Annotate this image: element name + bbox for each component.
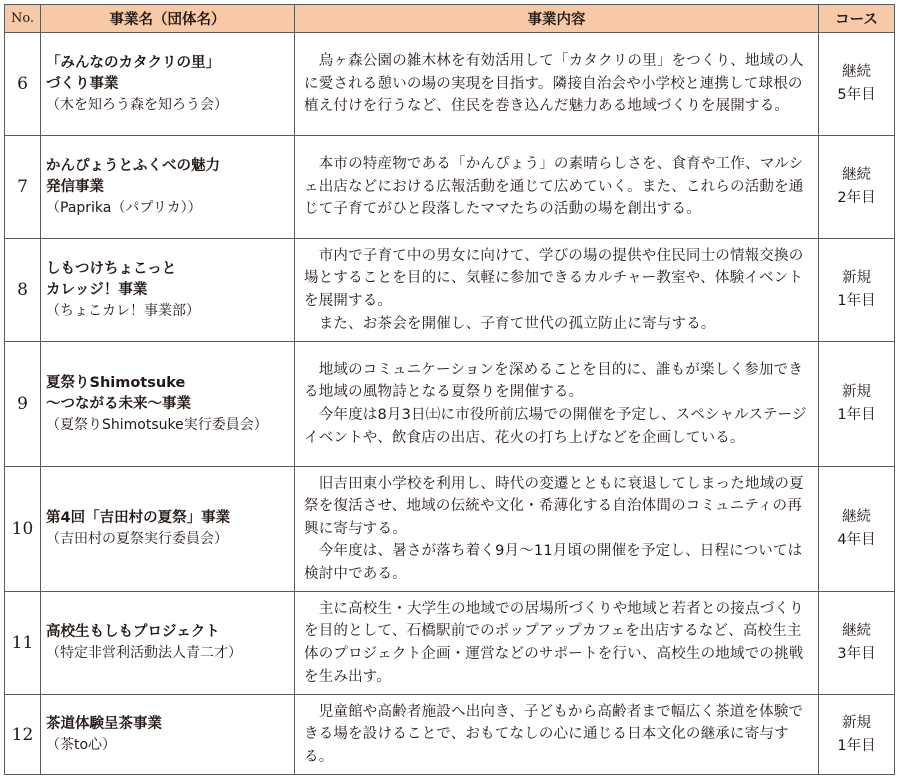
header-no: No.: [5, 5, 41, 33]
row-number: 8: [5, 239, 41, 342]
row-number: 11: [5, 592, 41, 695]
project-content: 市内で子育て中の男女に向けて、学びの場の提供や住民同士の情報交換の場とすることを目的に、気軽に参加できるカルチャー教室や、体験イベントを展開する。 また、お茶会を開催し、子育て世代の孤立防止に寄与する。: [295, 239, 819, 342]
project-name-cell: [41, 695, 295, 775]
project-content: 児童館や高齢者施設へ出向き、子どもから高齢者まで幅広く茶道を体験できる場を設けることで、おもてなしの心に通じる日本文化の継承に寄与する。: [295, 695, 819, 775]
organization-name: （夏祭りShimotsuke実行委員会）: [46, 416, 268, 433]
project-name-cell: [41, 33, 295, 136]
header-row: [5, 5, 895, 33]
organization-name: （吉田村の夏祭実行委員会）: [46, 531, 228, 547]
project-content: 本市の特産物である「かんぴょう」の素晴らしさを、食育や工作、マルシェ出店などにおける広報活動を通じて広めていく。また、これらの活動を通じて子育てがひと段落したママたちの活動の場を創出する。: [295, 136, 819, 239]
row-number: 7: [5, 136, 41, 239]
course-label: 継続 4年目: [819, 467, 895, 592]
row-number: 6: [5, 33, 41, 136]
row-number: 12: [5, 695, 41, 775]
table-row: [5, 695, 895, 775]
project-name: 茶道体験呈茶事業: [46, 715, 162, 732]
project-content: 主に高校生・大学生の地域での居場所づくりや地域と若者との接点づくりを目的として、石橋駅前でのポップアップカフェを出店するなど、高校生主体のプロジェクト企画・運営などのサポートを行い、高校生の地域での挑戦を生み出す。: [295, 592, 819, 695]
table-row: [5, 342, 895, 467]
project-name: 夏祭りShimotsuke 〜つながる未来〜事業: [46, 374, 191, 412]
table-row: [5, 239, 895, 342]
project-name-cell: [41, 592, 295, 695]
course-label: 新規 1年目: [819, 239, 895, 342]
course-label: 新規 1年目: [819, 695, 895, 775]
course-label: 継続 5年目: [819, 33, 895, 136]
table-row: [5, 467, 895, 592]
project-name: 高校生もしもプロジェクト: [46, 624, 220, 640]
course-label: 新規 1年目: [819, 342, 895, 467]
course-label: 継続 3年目: [819, 592, 895, 695]
header-content: 事業内容: [295, 5, 819, 33]
project-table: [4, 4, 895, 775]
row-number: 10: [5, 467, 41, 592]
row-number: 9: [5, 342, 41, 467]
header-name: 事業名（団体名）: [41, 5, 295, 33]
project-name: 「みんなのカタクリの里」 づくり事業: [46, 54, 220, 92]
course-label: 継続 2年目: [819, 136, 895, 239]
organization-name: （茶to心）: [46, 736, 117, 753]
table-row: [5, 592, 895, 695]
project-name-cell: [41, 136, 295, 239]
table-row: [5, 33, 895, 136]
project-name-cell: [41, 239, 295, 342]
project-name: しもつけちょこっと カレッジ！事業: [46, 260, 177, 298]
organization-name: （Paprika（パプリカ））: [46, 199, 202, 216]
project-content: 旧吉田東小学校を利用し、時代の変遷とともに衰退してしまった地域の夏祭を復活させ、地域の伝統や文化・希薄化する自治体間のコミュニティの再興に寄与する。 今年度は、暑さが落ち着く9月〜11月頃の開催を予定し、日程については検討中である。: [295, 467, 819, 592]
project-name-cell: [41, 467, 295, 592]
project-content: 烏ヶ森公園の雑木林を有効活用して「カタクリの里」をつくり、地域の人に愛される憩いの場の実現を目指す。隣接自治会や小学校と連携して球根の植え付けを行うなど、住民を巻き込んだ魅力ある地域づくりを展開する。: [295, 33, 819, 136]
project-name: かんぴょうとふくべの魅力 発信事業: [46, 157, 220, 195]
project-name: 第4回「吉田村の夏祭」事業: [46, 510, 231, 526]
table-row: [5, 136, 895, 239]
organization-name: （ちょこカレ！事業部）: [46, 302, 200, 319]
header-course: コース: [819, 5, 895, 33]
project-content: 地域のコミュニケーションを深めることを目的に、誰もが楽しく参加できる地域の風物詩となる夏祭りを開催する。 今年度は8月3日㈯に市役所前広場での開催を予定し、スペシャルステージイベントや、飲食店の出店、花火の打ち上げなどを企画している。: [295, 342, 819, 467]
organization-name: （特定非営利活動法人青二才）: [46, 645, 242, 661]
organization-name: （木を知ろう森を知ろう会）: [46, 96, 228, 113]
project-name-cell: [41, 342, 295, 467]
